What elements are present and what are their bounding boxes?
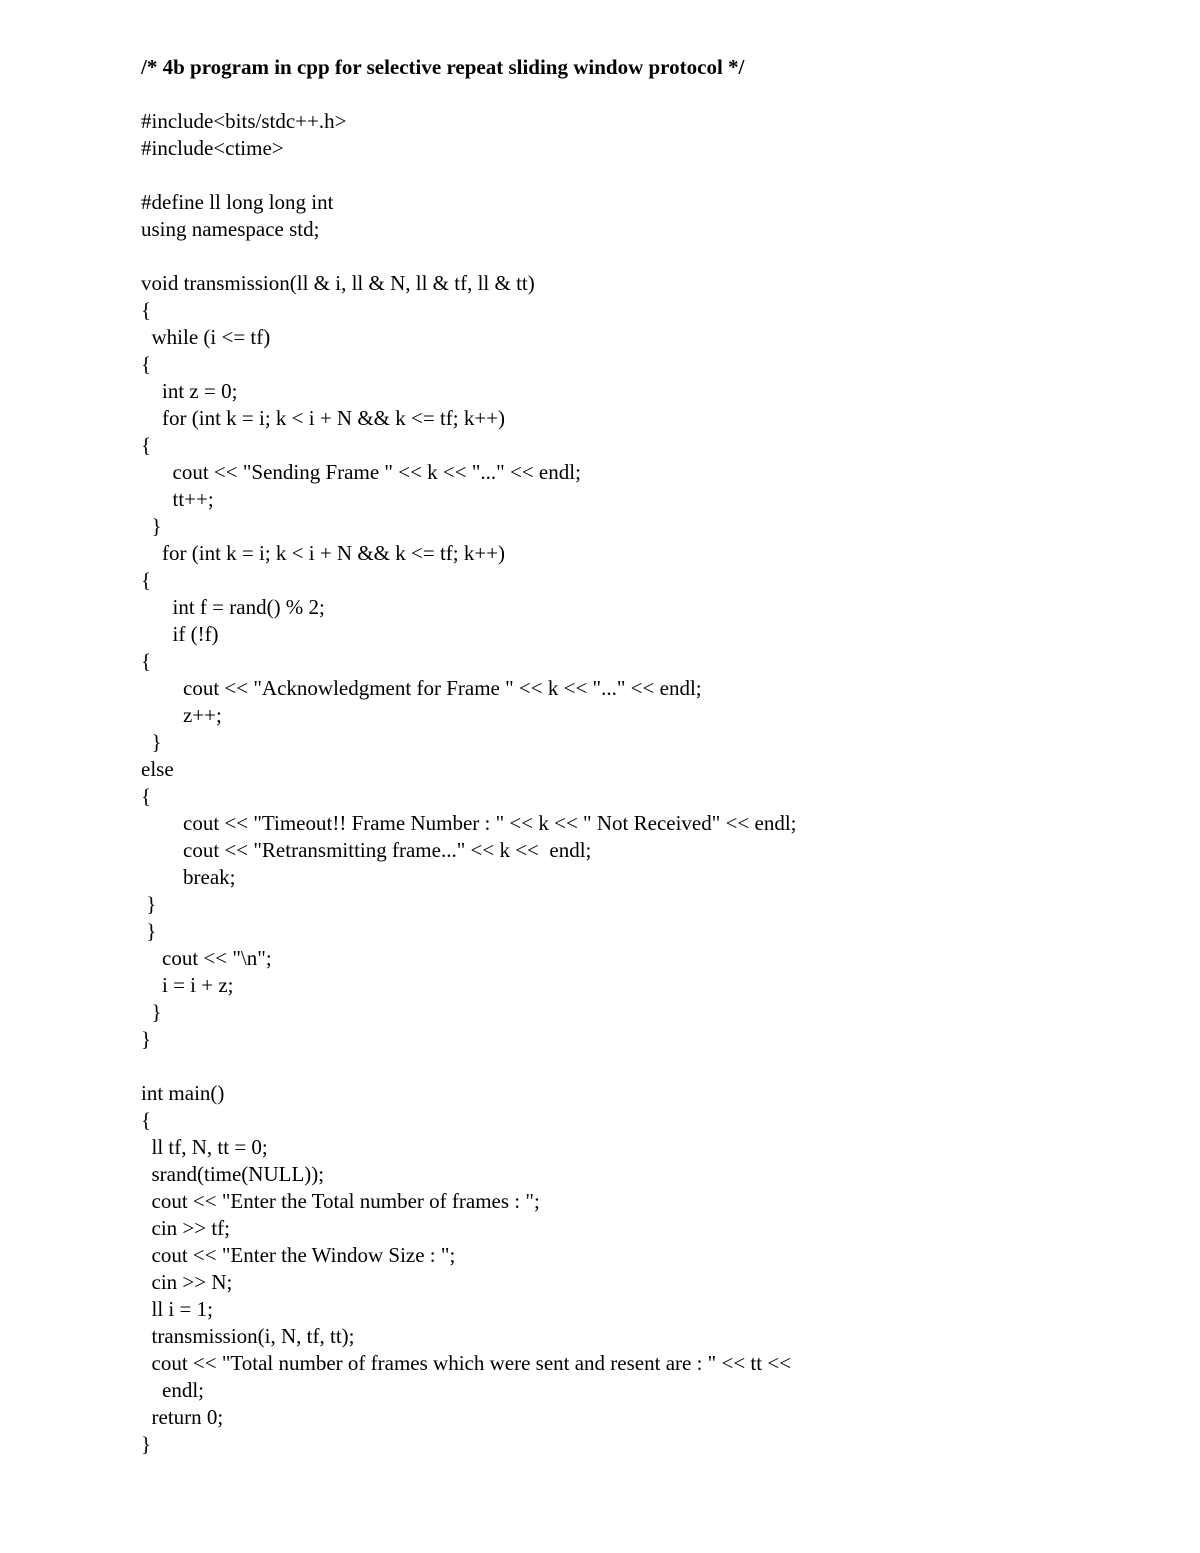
code-line: } <box>141 892 157 916</box>
code-line: tt++; <box>141 487 214 511</box>
code-line: ll tf, N, tt = 0; <box>141 1135 268 1159</box>
code-line: ll i = 1; <box>141 1297 213 1321</box>
code-line: cout << "Sending Frame " << k << "..." << endl; <box>141 460 581 484</box>
code-line: for (int k = i; k < i + N && k <= tf; k++) <box>141 541 506 565</box>
code-line <box>141 243 797 270</box>
code-line: else <box>141 757 174 781</box>
code-line: cout << "Total number of frames which were sent and resent are : " << tt << <box>141 1351 792 1375</box>
code-line <box>141 1053 797 1080</box>
code-line: } <box>141 1000 162 1024</box>
code-line: } <box>141 1027 152 1051</box>
code-line: cin >> tf; <box>141 1216 231 1240</box>
code-line: cout << "Timeout!! Frame Number : " << k << " Not Received" << endl; <box>141 811 797 835</box>
code-line: { <box>141 649 152 673</box>
code-line: cout << "Acknowledgment for Frame " << k << "..." << endl; <box>141 676 702 700</box>
code-line: } <box>141 514 162 538</box>
code-line: int main() <box>141 1081 225 1105</box>
code-line: } <box>141 1432 152 1456</box>
code-line: { <box>141 352 152 376</box>
code-line: } <box>141 730 162 754</box>
code-line: using namespace std; <box>141 217 320 241</box>
code-line: transmission(i, N, tf, tt); <box>141 1324 355 1348</box>
code-line: return 0; <box>141 1405 224 1429</box>
document-title: /* 4b program in cpp for selective repeat sliding window protocol */ <box>141 55 745 79</box>
code-block <box>141 108 797 1458</box>
code-line: cout << "Enter the Window Size : "; <box>141 1243 456 1267</box>
code-line: break; <box>141 865 236 889</box>
code-line: cin >> N; <box>141 1270 233 1294</box>
code-line: { <box>141 433 152 457</box>
code-line: int f = rand() % 2; <box>141 595 325 619</box>
code-line: z++; <box>141 703 222 727</box>
code-line: { <box>141 298 152 322</box>
code-line: while (i <= tf) <box>141 325 271 349</box>
code-line: cout << "Retransmitting frame..." << k << endl; <box>141 838 592 862</box>
code-line: { <box>141 784 152 808</box>
code-line: cout << "Enter the Total number of frames : "; <box>141 1189 540 1213</box>
code-line: if (!f) <box>141 622 219 646</box>
code-line: srand(time(NULL)); <box>141 1162 325 1186</box>
code-line: } <box>141 919 157 943</box>
code-line: #include<bits/stdc++.h> <box>141 109 347 133</box>
code-line: int z = 0; <box>141 379 238 403</box>
code-line <box>141 162 797 189</box>
code-line: { <box>141 568 152 592</box>
code-line: i = i + z; <box>141 973 234 997</box>
code-line: #define ll long long int <box>141 190 334 214</box>
code-line: { <box>141 1108 152 1132</box>
code-line: endl; <box>141 1378 204 1402</box>
code-line: cout << "\n"; <box>141 946 272 970</box>
code-line: for (int k = i; k < i + N && k <= tf; k++) <box>141 406 506 430</box>
code-line: #include<ctime> <box>141 136 284 160</box>
code-line: void transmission(ll & i, ll & N, ll & tf, ll & tt) <box>141 271 535 295</box>
